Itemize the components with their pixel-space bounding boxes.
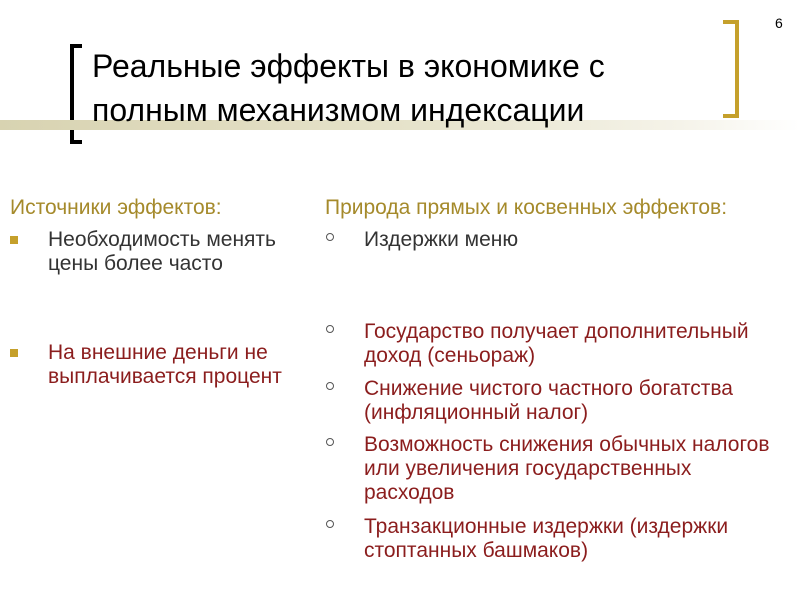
list-item-text: Государство получает дополнительный доход (сеньораж) (364, 320, 749, 367)
square-bullet-icon (10, 236, 18, 244)
right-list-item (326, 433, 776, 505)
slide-title: Реальные эффекты в экономике с полным механизмом индексации (92, 48, 605, 128)
list-item-text: Возможность снижения обычных налогов или увеличения государственных расходов (364, 433, 770, 504)
right-list-item (326, 320, 776, 368)
right-list-item (326, 228, 776, 252)
list-item-text: На внешние деньги не выплачивается процент (48, 341, 282, 388)
circle-bullet-icon (326, 438, 334, 446)
slide-number: 6 (775, 15, 783, 31)
circle-bullet-icon (326, 520, 334, 528)
circle-bullet-icon (326, 233, 334, 241)
right-list-item (326, 515, 776, 563)
circle-bullet-icon (326, 325, 334, 333)
square-bullet-icon (10, 349, 18, 357)
list-item-text: Снижение чистого частного богатства (инфляционный налог) (364, 377, 733, 424)
left-column-heading: Источники эффектов: (10, 196, 222, 219)
title-bracket-right (723, 20, 739, 118)
left-list-item (10, 228, 300, 276)
right-column-heading: Природа прямых и косвенных эффектов: (325, 196, 728, 219)
list-item-text: Необходимость менять цены более часто (48, 228, 276, 275)
left-list-item (10, 341, 300, 389)
list-item-text: Издержки меню (364, 228, 519, 251)
right-list-item (326, 377, 776, 425)
list-item-text: Транзакционные издержки (издержки стоптанных башмаков) (364, 515, 729, 562)
circle-bullet-icon (326, 382, 334, 390)
